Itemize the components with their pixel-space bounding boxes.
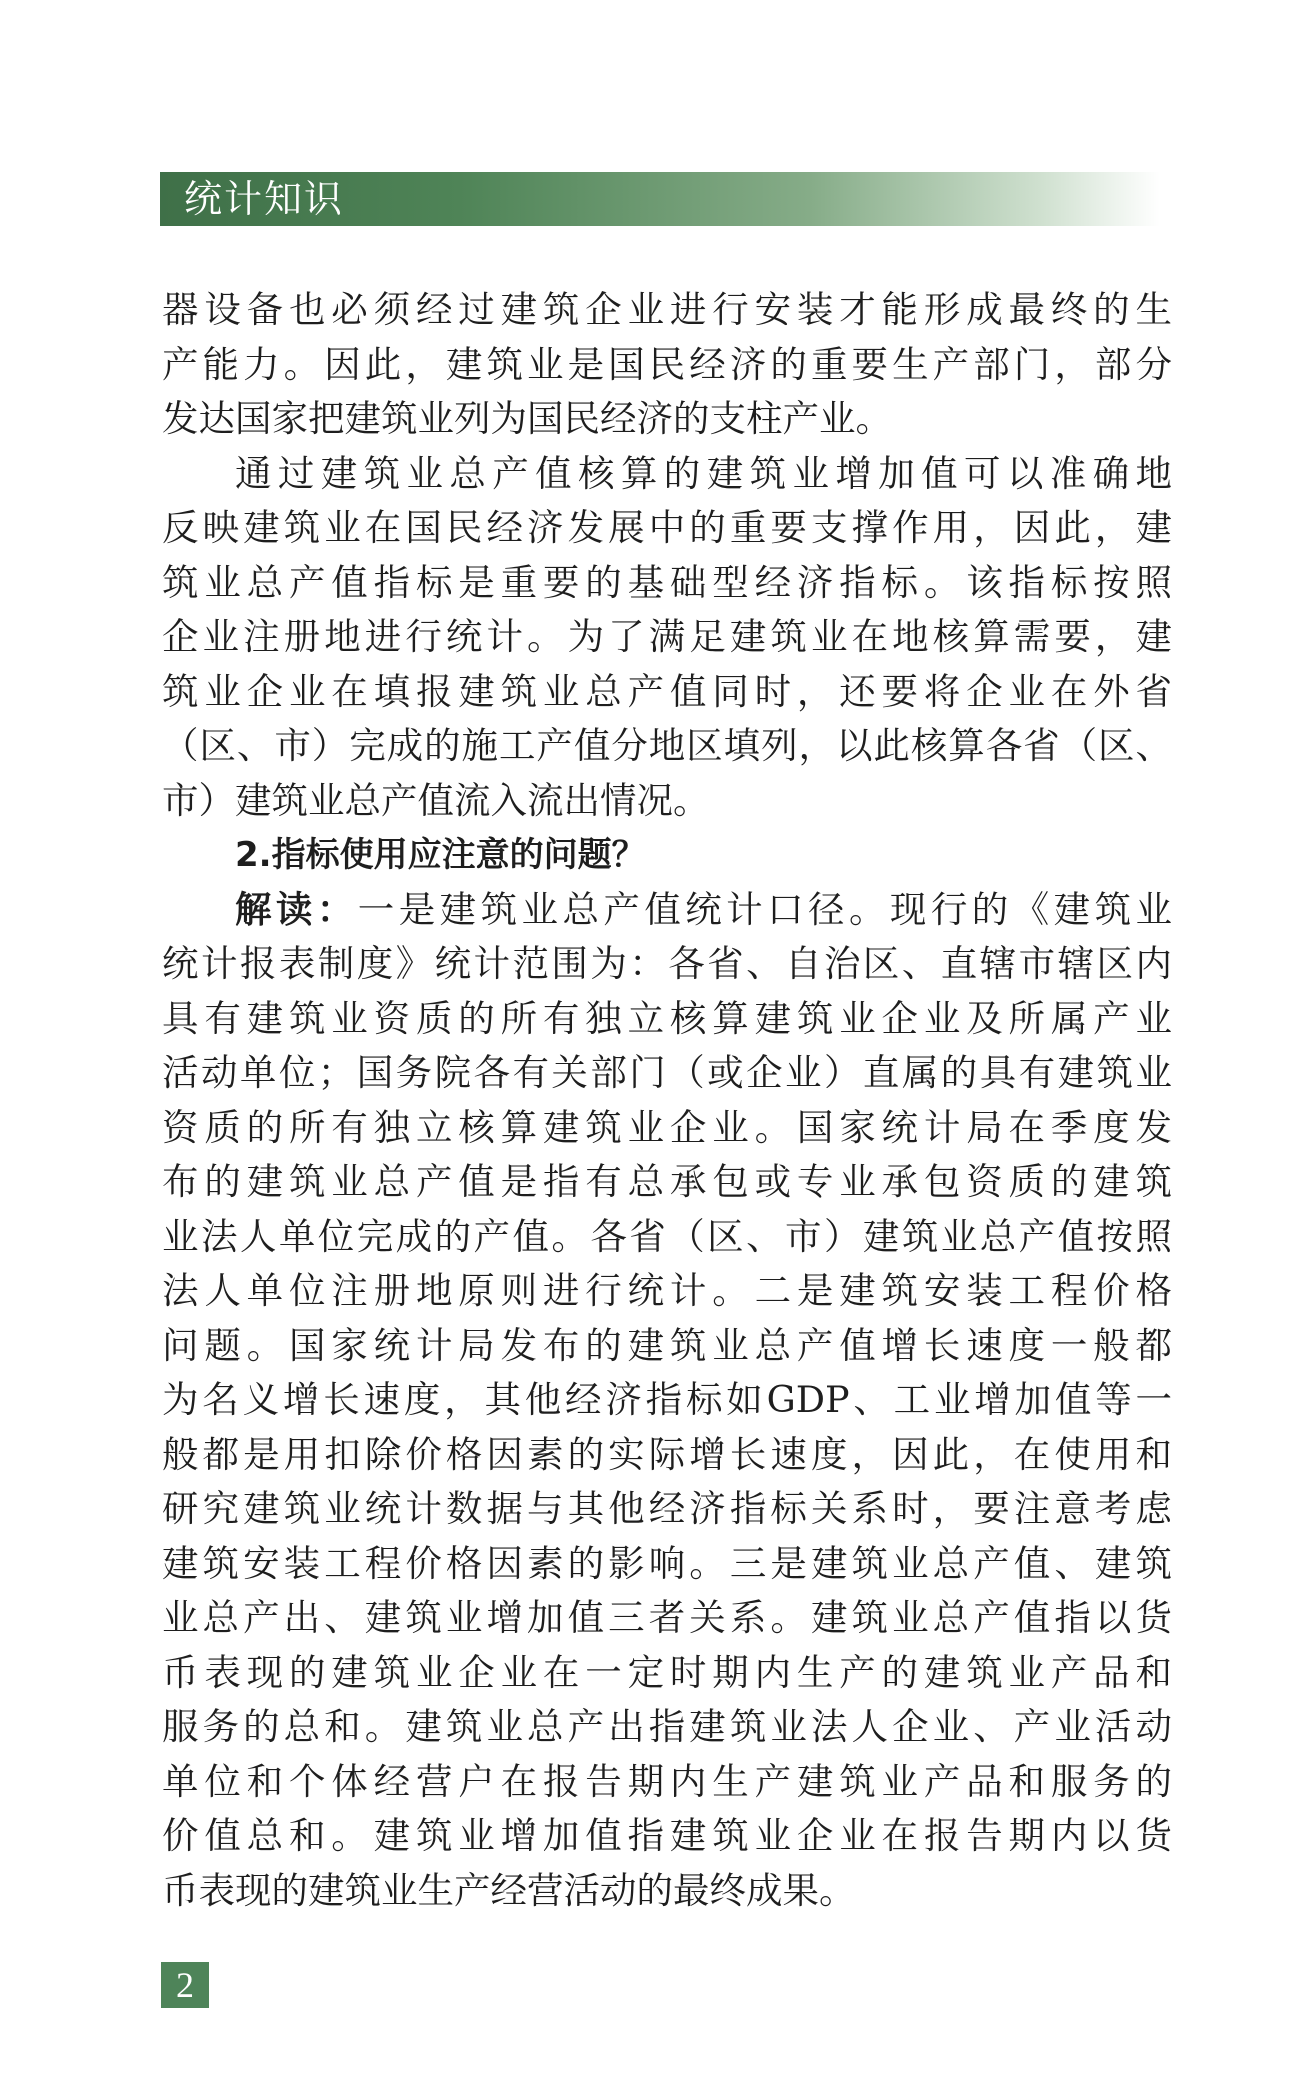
text-line: 法人单位注册地原则进行统计。二是建筑安装工程价格 xyxy=(162,1269,1172,1312)
text-line: 反映建筑业在国民经济发展中的重要支撑作用，因此，建 xyxy=(162,506,1172,549)
answer-paragraph xyxy=(162,883,1172,1919)
text-line: 企业注册地进行统计。为了满足建筑业在地核算需要，建 xyxy=(162,615,1172,658)
page-body xyxy=(162,283,1172,1918)
text-line: 为名义增长速度，其他经济指标如GDP、工业增加值等一 xyxy=(162,1378,1172,1421)
text-line: 统计报表制度》统计范围为：各省、自治区、直辖市辖区内 xyxy=(162,942,1172,985)
text-line: 市）建筑业总产值流入流出情况。 xyxy=(162,778,710,822)
text-line: 建筑安装工程价格因素的影响。三是建筑业总产值、建筑 xyxy=(162,1541,1172,1585)
text-line: 业总产出、建筑业增加值三者关系。建筑业总产值指以货 xyxy=(162,1596,1172,1639)
text-line: 业法人单位完成的产值。各省（区、市）建筑业总产值按照 xyxy=(162,1214,1172,1258)
paragraph-2 xyxy=(162,447,1172,829)
text-line: 般都是用扣除价格因素的实际增长速度，因此，在使用和 xyxy=(162,1432,1172,1476)
text-line: 产能力。因此，建筑业是国民经济的重要生产部门，部分 xyxy=(162,342,1172,386)
text-line: 资质的所有独立核算建筑业企业。国家统计局在季度发 xyxy=(162,1105,1172,1149)
text-line: 布的建筑业总产值是指有总承包或专业承包资质的建筑 xyxy=(162,1160,1172,1203)
section-title: 统计知识 xyxy=(184,177,345,221)
text-line: 筑业企业在填报建筑业总产值同时，还要将企业在外省 xyxy=(162,669,1172,713)
question-heading: 2.指标使用应注意的问题？ xyxy=(235,835,646,875)
text-line: 发达国家把建筑业列为国民经济的支柱产业。 xyxy=(162,397,892,440)
text-line: 通过建筑业总产值核算的建筑业增加值可以准确地 xyxy=(235,451,1172,495)
text-line: 单位和个体经营户在报告期内生产建筑业产品和服务的 xyxy=(162,1759,1172,1803)
text-line: 活动单位；国务院各有关部门（或企业）直属的具有建筑业 xyxy=(162,1051,1172,1094)
answer-label: 解读： xyxy=(235,887,358,931)
text-line: 研究建筑业统计数据与其他经济指标关系时，要注意考虑 xyxy=(162,1487,1172,1530)
section-header-bar xyxy=(160,172,1160,226)
text-line: 币表现的建筑业企业在一定时期内生产的建筑业产品和 xyxy=(162,1650,1172,1694)
answer-first-line xyxy=(162,883,1172,938)
text-line: 价值总和。建筑业增加值指建筑业企业在报告期内以货 xyxy=(162,1814,1172,1857)
page-number: 2 xyxy=(161,1962,209,2008)
paragraph-1 xyxy=(162,283,1172,447)
text-line: 服务的总和。建筑业总产出指建筑业法人企业、产业活动 xyxy=(162,1705,1172,1748)
text-line: 器设备也必须经过建筑企业进行安装才能形成最终的生 xyxy=(162,288,1172,331)
text-line: 币表现的建筑业生产经营活动的最终成果。 xyxy=(162,1868,856,1912)
answer-first-line-text: 一是建筑业总产值统计口径。现行的《建筑业 xyxy=(357,887,1173,931)
text-line: （区、市）完成的施工产值分地区填列，以此核算各省（区、 xyxy=(162,724,1172,767)
text-line: 问题。国家统计局发布的建筑业总产值增长速度一般都 xyxy=(162,1323,1172,1367)
text-line: 具有建筑业资质的所有独立核算建筑业企业及所属产业 xyxy=(162,996,1172,1040)
text-line: 筑业总产值指标是重要的基础型经济指标。该指标按照 xyxy=(162,560,1172,604)
